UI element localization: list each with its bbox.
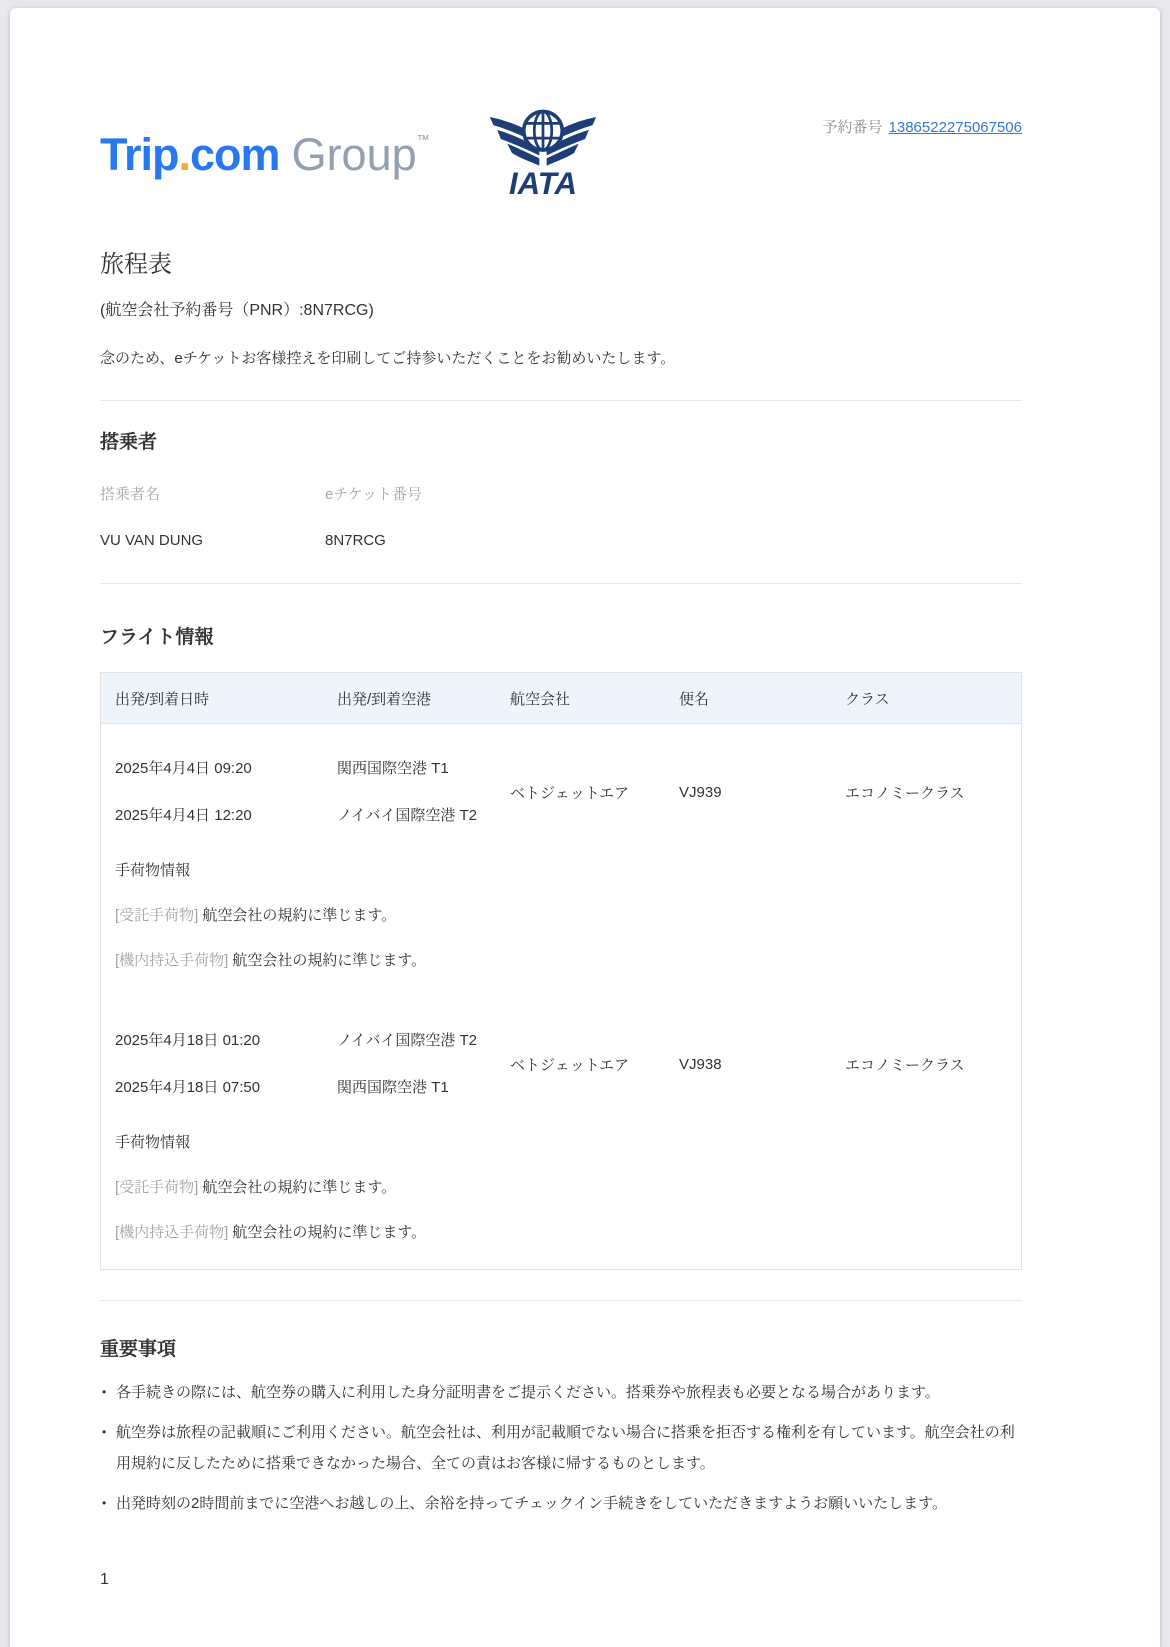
arrival-datetime: 2025年4月4日 12:20 [115, 807, 252, 824]
svg-text:IATA: IATA [508, 165, 577, 197]
iata-logo [488, 103, 598, 202]
passenger-section-title: 搭乗者 [100, 432, 158, 453]
important-note-item: • 各手続きの際には、航空券の購入に利用した身分証明書をご提示ください。搭乗券や旅程表も必要となる場合があります。 [100, 1377, 1022, 1408]
col-header-airline: 航空会社 [510, 690, 571, 708]
checked-baggage-line [115, 906, 1021, 926]
divider [100, 583, 1022, 584]
passenger-table-row [100, 532, 1022, 549]
baggage-info-title: 手荷物情報 [115, 1134, 191, 1151]
airline-name: ベトジェットエア [510, 1056, 630, 1074]
booking-number-area [823, 116, 1023, 137]
page-number: 1 [100, 1571, 109, 1588]
flight-segment-row [115, 745, 1021, 839]
trip-logo-wordmark: Trip.com [100, 129, 280, 180]
carryon-baggage-label: [機内持込手荷物] [115, 952, 229, 969]
important-note-item: • 出発時刻の2時間前までに空港へお越しの上、余裕を持ってチェックイン手続きをしていただきますようお願いいたします。 [100, 1488, 1022, 1519]
document-content [10, 8, 1160, 1589]
booking-number-label: 予約番号 [822, 118, 883, 136]
important-notes-list [100, 1377, 1022, 1519]
segment-airports [337, 1017, 510, 1111]
document-header [100, 8, 1022, 200]
segment-datetimes [115, 1017, 337, 1111]
flight-number: VJ939 [679, 783, 722, 801]
segment-datetimes [115, 745, 337, 839]
carryon-baggage-line [115, 1223, 1021, 1243]
arrival-airport: 関西国際空港 T1 [337, 1079, 449, 1096]
page-title: 旅程表 [100, 251, 172, 278]
segment-airports [337, 745, 510, 839]
departure-datetime: 2025年4月18日 01:20 [115, 1032, 261, 1049]
print-reminder-note: 念のため、eチケットお客様控えを印刷してご持参いただくことをお勧めいたします。 [100, 350, 676, 367]
baggage-info-title: 手荷物情報 [115, 862, 191, 879]
flight-segment-row [115, 1017, 1021, 1111]
trip-logo-group-text: Group™ [291, 129, 430, 180]
airline-name: ベトジェットエア [510, 784, 630, 802]
eticket-number-value: 8N7RCG [325, 532, 386, 549]
checked-baggage-line [115, 1178, 1021, 1198]
passenger-name-column-header: 搭乗者名 [100, 486, 161, 503]
carryon-baggage-text: 航空会社の規約に準じます。 [232, 1224, 427, 1241]
col-header-flight-number: 便名 [679, 690, 710, 708]
flight-table-header [101, 673, 1021, 724]
col-header-datetime: 出発/到着日時 [115, 690, 210, 708]
divider [100, 400, 1022, 401]
checked-baggage-text: 航空会社の規約に準じます。 [202, 1179, 397, 1196]
carryon-baggage-label: [機内持込手荷物] [115, 1224, 229, 1241]
cabin-class: エコノミークラス [845, 784, 965, 802]
trademark-symbol: ™ [416, 132, 430, 147]
col-header-class: クラス [845, 690, 890, 708]
col-header-airport: 出発/到着空港 [337, 690, 432, 708]
important-note-item: • 航空券は旅程の記載順にご利用ください。航空会社は、利用が記載順でない場合に搭乗を拒否する権利を有しています。航空会社の利用規約に反したために搭乗できなかった場合、全ての責はお客様に帰するものとします。 [100, 1417, 1022, 1479]
divider [100, 1300, 1022, 1301]
arrival-airport: ノイバイ国際空港 T2 [337, 807, 478, 824]
iata-logo-graphic [488, 103, 598, 197]
document-page [10, 8, 1160, 1647]
booking-number-link[interactable]: 1386522275067506 [888, 118, 1022, 136]
important-section-title: 重要事項 [100, 1339, 177, 1360]
trip-com-group-logo [100, 129, 430, 181]
flight-table [100, 672, 1022, 1270]
departure-airport: ノイバイ国際空港 T2 [337, 1032, 478, 1049]
checked-baggage-text: 航空会社の規約に準じます。 [202, 907, 397, 924]
arrival-datetime: 2025年4月18日 07:50 [115, 1079, 261, 1096]
checked-baggage-label: [受託手荷物] [115, 1179, 199, 1196]
trip-logo-orange-dot: . [178, 129, 191, 180]
flight-number: VJ938 [679, 1055, 722, 1073]
passenger-table-header [100, 483, 1022, 504]
departure-airport: 関西国際空港 T1 [337, 760, 449, 777]
departure-datetime: 2025年4月4日 09:20 [115, 760, 252, 777]
flight-section-title: フライト情報 [100, 627, 214, 648]
carryon-baggage-line [115, 951, 1021, 971]
passenger-name-value: VU VAN DUNG [100, 532, 204, 549]
pnr-subtitle: (航空会社予約番号（PNR）:8N7RCG) [100, 302, 374, 319]
flight-table-body [101, 745, 1021, 1269]
cabin-class: エコノミークラス [845, 1056, 965, 1074]
carryon-baggage-text: 航空会社の規約に準じます。 [232, 952, 427, 969]
checked-baggage-label: [受託手荷物] [115, 907, 199, 924]
eticket-number-column-header: eチケット番号 [325, 486, 422, 503]
